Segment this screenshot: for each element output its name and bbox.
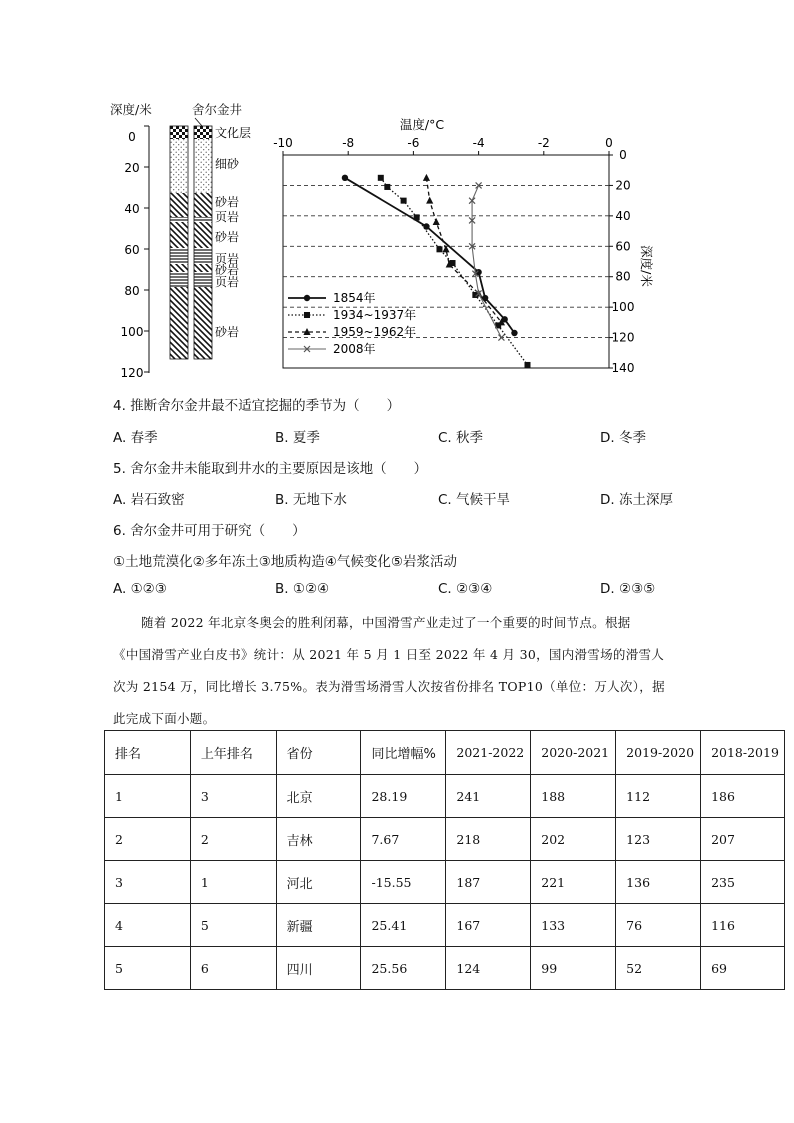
table-cell: 3 bbox=[190, 775, 276, 818]
table-cell: 1 bbox=[190, 861, 276, 904]
table-cell: 76 bbox=[616, 904, 701, 947]
depth-tick: 0 bbox=[128, 130, 136, 144]
series-1-point bbox=[342, 175, 348, 181]
depth-tick: 100 bbox=[120, 325, 144, 339]
table-cell: -15.55 bbox=[361, 861, 446, 904]
stratigraphic-column-figure bbox=[110, 96, 260, 386]
ski-visits-table bbox=[104, 730, 785, 990]
layer-label: 砂岩 bbox=[215, 195, 240, 209]
y-tick-label: 20 bbox=[615, 178, 631, 193]
q4-option-c[interactable]: C. 秋季 bbox=[438, 430, 484, 446]
layer-label: 页岩 bbox=[215, 210, 240, 224]
depth-axis-label: 深度/米 bbox=[110, 102, 152, 117]
table-cell: 187 bbox=[446, 861, 531, 904]
table-cell: 167 bbox=[446, 904, 531, 947]
q5-option-c[interactable]: C. 气候干旱 bbox=[438, 492, 511, 508]
depth-tick: 120 bbox=[120, 366, 144, 380]
series-2-point bbox=[384, 184, 390, 190]
depth-tick: 60 bbox=[124, 243, 140, 257]
table-cell: 1 bbox=[105, 775, 191, 818]
series-3-point bbox=[433, 218, 440, 225]
question-6-items: ①土地荒漠化②多年冻土③地质构造④气候变化⑤岩浆活动 bbox=[113, 554, 458, 570]
y-tick-label: 40 bbox=[615, 208, 631, 223]
header-cell: 2018-2019 bbox=[701, 731, 785, 775]
y-tick-label: 100 bbox=[611, 300, 635, 315]
table-cell: 136 bbox=[616, 861, 701, 904]
table-cell: 5 bbox=[190, 904, 276, 947]
column-right bbox=[194, 126, 212, 359]
y-tick-label: 80 bbox=[615, 269, 631, 284]
table-cell: 123 bbox=[616, 818, 701, 861]
y-axis-label: 深度/米 bbox=[639, 245, 654, 287]
legend-label: 2008年 bbox=[333, 342, 376, 356]
y-tick-label: 120 bbox=[611, 330, 635, 345]
question-4-stem: 4. 推断舍尔金井最不适宜挖掘的季节为（ ） bbox=[113, 398, 401, 414]
table-cell: 133 bbox=[531, 904, 616, 947]
y-tick-label: 140 bbox=[611, 361, 635, 375]
x-tick-label: -2 bbox=[537, 136, 550, 150]
series-1-point bbox=[482, 295, 488, 301]
table-row bbox=[105, 947, 785, 990]
question-5-stem: 5. 舍尔金井未能取到井水的主要原因是该地（ ） bbox=[113, 461, 428, 477]
series-1-point bbox=[511, 330, 517, 336]
x-tick-label: -8 bbox=[342, 136, 355, 150]
table-cell: 25.41 bbox=[361, 904, 446, 947]
legend-label: 1959~1962年 bbox=[333, 325, 417, 339]
y-tick-label: 0 bbox=[619, 148, 627, 162]
table-cell: 7.67 bbox=[361, 818, 446, 861]
layer-label: 砂岩 bbox=[215, 325, 240, 339]
series-2-point bbox=[436, 246, 442, 252]
x-tick-label: -4 bbox=[472, 136, 485, 150]
table-cell: 186 bbox=[701, 775, 785, 818]
depth-tick: 20 bbox=[124, 161, 140, 175]
passage-line-4: 此完成下面小题。 bbox=[113, 711, 216, 726]
table-cell: 235 bbox=[701, 861, 785, 904]
table-cell: 2 bbox=[190, 818, 276, 861]
depth-tick: 80 bbox=[124, 284, 140, 298]
series-2-point bbox=[378, 175, 384, 181]
q5-option-a[interactable]: A. 岩石致密 bbox=[113, 492, 185, 508]
header-cell: 同比增幅% bbox=[361, 731, 446, 775]
q6-option-a[interactable]: A. ①②③ bbox=[113, 581, 167, 597]
table-cell: 北京 bbox=[276, 775, 361, 818]
table-cell: 25.56 bbox=[361, 947, 446, 990]
series-2-point bbox=[414, 214, 420, 220]
temperature-depth-chart bbox=[270, 112, 654, 375]
table-cell: 4 bbox=[105, 904, 191, 947]
table-cell: 218 bbox=[446, 818, 531, 861]
table-cell: 四川 bbox=[276, 947, 361, 990]
table-cell: 188 bbox=[531, 775, 616, 818]
depth-tick: 40 bbox=[124, 202, 140, 216]
x-tick-label: -10 bbox=[273, 136, 293, 150]
q4-option-b[interactable]: B. 夏季 bbox=[275, 430, 320, 446]
layer-label: 文化层 bbox=[215, 126, 252, 140]
legend-marker bbox=[304, 312, 310, 318]
table-cell: 3 bbox=[105, 861, 191, 904]
legend-label: 1854年 bbox=[333, 291, 376, 305]
table-cell: 202 bbox=[531, 818, 616, 861]
q6-option-b[interactable]: B. ①②④ bbox=[275, 581, 330, 597]
table-cell: 116 bbox=[701, 904, 785, 947]
y-tick-label: 60 bbox=[615, 239, 631, 254]
table-row bbox=[105, 818, 785, 861]
series-3-point bbox=[426, 197, 433, 204]
q4-option-a[interactable]: A. 春季 bbox=[113, 430, 158, 446]
column-left bbox=[170, 126, 188, 359]
table-cell: 69 bbox=[701, 947, 785, 990]
series-2-point bbox=[401, 198, 407, 204]
table-cell: 99 bbox=[531, 947, 616, 990]
table-cell: 241 bbox=[446, 775, 531, 818]
table-cell: 124 bbox=[446, 947, 531, 990]
series-line-4 bbox=[472, 185, 501, 337]
well-name-label: 舍尔金井 bbox=[192, 102, 243, 117]
table-cell: 吉林 bbox=[276, 818, 361, 861]
table-cell: 河北 bbox=[276, 861, 361, 904]
table-row bbox=[105, 904, 785, 947]
layer-label: 页岩 bbox=[215, 252, 240, 266]
table-cell: 112 bbox=[616, 775, 701, 818]
header-cell: 上年排名 bbox=[190, 731, 276, 775]
header-cell: 2020-2021 bbox=[531, 731, 616, 775]
q5-option-d[interactable]: D. 冻土深厚 bbox=[600, 492, 673, 508]
header-cell: 2021-2022 bbox=[446, 731, 531, 775]
q5-option-b[interactable]: B. 无地下水 bbox=[275, 492, 347, 508]
chart-title: 温度/°C bbox=[399, 117, 445, 132]
layer-label: 砂岩 bbox=[215, 230, 240, 244]
legend-marker bbox=[304, 295, 310, 301]
q6-option-d[interactable]: D. ②③⑤ bbox=[600, 581, 656, 597]
table-cell: 2 bbox=[105, 818, 191, 861]
depth-ticks bbox=[144, 126, 149, 372]
x-tick-label: -6 bbox=[407, 136, 420, 150]
passage-line-3: 次为 2154 万，同比增长 3.75%。表为滑雪场滑雪人次按省份排名 TOP10（单位：万人次），据 bbox=[113, 679, 665, 694]
table-row bbox=[105, 861, 785, 904]
x-tick-label: 0 bbox=[605, 136, 613, 150]
header-cell: 排名 bbox=[105, 731, 191, 775]
table-cell: 新疆 bbox=[276, 904, 361, 947]
q6-option-c[interactable]: C. ②③④ bbox=[438, 581, 493, 597]
header-cell: 省份 bbox=[276, 731, 361, 775]
legend-label: 1934~1937年 bbox=[333, 308, 417, 322]
table-cell: 5 bbox=[105, 947, 191, 990]
table-cell: 28.19 bbox=[361, 775, 446, 818]
layer-label: 页岩 bbox=[215, 275, 240, 289]
series-2-point bbox=[525, 362, 531, 368]
header-cell: 2019-2020 bbox=[616, 731, 701, 775]
series-3-point bbox=[423, 174, 430, 181]
chart-plot-frame bbox=[283, 155, 609, 368]
table-row bbox=[105, 775, 785, 818]
passage-line-2: 《中国滑雪产业白皮书》统计：从 2021 年 5 月 1 日至 2022 年 4 月 30，国内滑雪场的滑雪人 bbox=[113, 647, 665, 662]
table-header-row bbox=[105, 731, 785, 775]
layer-label: 砂岩 bbox=[215, 263, 240, 277]
table-cell: 221 bbox=[531, 861, 616, 904]
q4-option-d[interactable]: D. 冬季 bbox=[600, 430, 646, 446]
table-cell: 207 bbox=[701, 818, 785, 861]
question-6-stem: 6. 舍尔金井可用于研究（ ） bbox=[113, 523, 306, 539]
table-cell: 6 bbox=[190, 947, 276, 990]
passage-line-1: 随着 2022 年北京冬奥会的胜利闭幕，中国滑雪产业走过了一个重要的时间节点。根据 bbox=[141, 615, 631, 630]
layer-label: 细砂 bbox=[215, 157, 240, 171]
table-cell: 52 bbox=[616, 947, 701, 990]
